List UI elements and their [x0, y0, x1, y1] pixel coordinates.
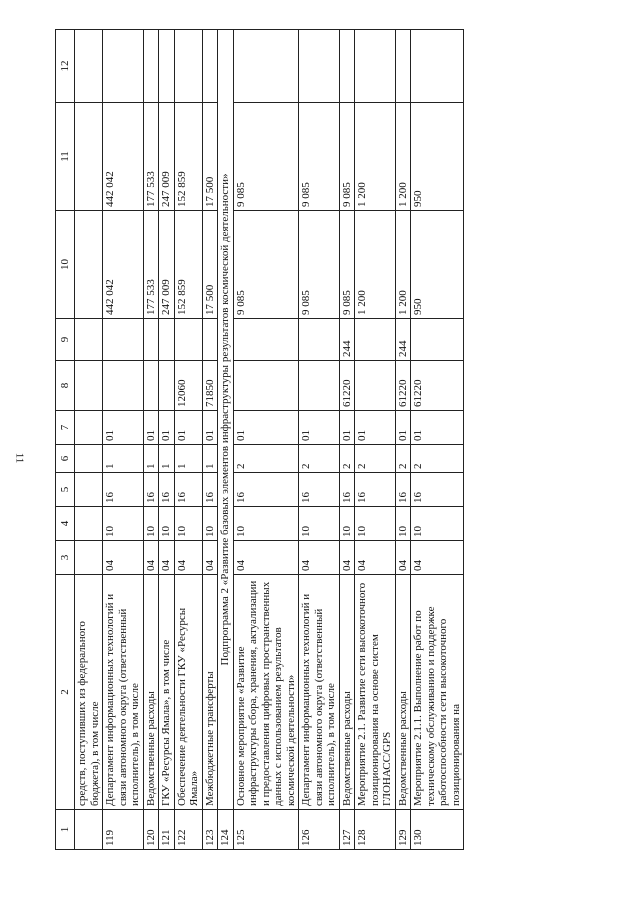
value-cell-col-5: 16: [299, 473, 340, 507]
value-cell-col-5: 16: [411, 473, 464, 507]
value-cell-col-10: 247 009: [159, 211, 175, 319]
value-cell-col-11: 17 500: [202, 103, 218, 211]
value-cell-col-8: 12060: [174, 361, 202, 411]
value-cell-col-12: [355, 30, 396, 103]
value-cell-col-8: [159, 361, 175, 411]
value-cell-col-11: 152 859: [174, 103, 202, 211]
value-cell-col-7: 01: [174, 411, 202, 445]
value-cell-col-11: 9 085: [299, 103, 340, 211]
value-cell-col-6: 1: [143, 445, 159, 473]
value-cell-col-3: 04: [299, 541, 340, 575]
column-header-8: 8: [56, 361, 75, 411]
value-cell-col-8: 61220: [411, 361, 464, 411]
column-header-1: 1: [56, 810, 75, 850]
value-cell-col-11: 177 533: [143, 103, 159, 211]
value-cell-col-8: [143, 361, 159, 411]
value-cell-col-6: [75, 445, 103, 473]
value-cell-col-4: [75, 507, 103, 541]
table-row: [218, 30, 234, 850]
value-cell-col-9: 244: [395, 319, 411, 361]
row-number-cell: 129: [395, 810, 411, 850]
value-cell-col-9: [233, 319, 299, 361]
column-header-3: 3: [56, 541, 75, 575]
value-cell-col-8: 61220: [395, 361, 411, 411]
value-cell-col-9: [202, 319, 218, 361]
value-cell-col-8: [233, 361, 299, 411]
value-cell-col-12: [202, 30, 218, 103]
value-cell-col-10: 1 200: [355, 211, 396, 319]
value-cell-col-9: [75, 319, 103, 361]
row-number-cell: 119: [103, 810, 144, 850]
value-cell-col-3: 04: [355, 541, 396, 575]
column-header-11: 11: [56, 103, 75, 211]
value-cell-col-3: [75, 541, 103, 575]
value-cell-col-10: 9 085: [339, 211, 355, 319]
row-number-cell: 130: [411, 810, 464, 850]
table-row: [143, 30, 159, 850]
value-cell-col-5: 16: [339, 473, 355, 507]
description-cell: Ведомственные расходы: [395, 575, 411, 810]
value-cell-col-3: 04: [143, 541, 159, 575]
description-cell: Обеспечение деятельности ГКУ «Ресурсы Ямала»: [174, 575, 202, 810]
value-cell-col-12: [159, 30, 175, 103]
column-header-12: 12: [56, 30, 75, 103]
table-row: [75, 30, 103, 850]
value-cell-col-9: [355, 319, 396, 361]
value-cell-col-7: [75, 411, 103, 445]
row-number-cell: 120: [143, 810, 159, 850]
value-cell-col-3: 04: [159, 541, 175, 575]
value-cell-col-6: 2: [395, 445, 411, 473]
value-cell-col-6: 2: [299, 445, 340, 473]
subprogram-title-cell: Подпрограмма 2 «Развитие базовых элементов инфраструктуры результатов космической деятельности»: [218, 30, 234, 810]
value-cell-col-5: 16: [355, 473, 396, 507]
table-row: [355, 30, 396, 850]
column-header-6: 6: [56, 445, 75, 473]
value-cell-col-9: [299, 319, 340, 361]
value-cell-col-4: 10: [299, 507, 340, 541]
value-cell-col-12: [103, 30, 144, 103]
value-cell-col-7: 01: [355, 411, 396, 445]
value-cell-col-12: [143, 30, 159, 103]
value-cell-col-8: 71850: [202, 361, 218, 411]
value-cell-col-10: 152 859: [174, 211, 202, 319]
value-cell-col-12: [233, 30, 299, 103]
column-header-9: 9: [56, 319, 75, 361]
value-cell-col-5: [75, 473, 103, 507]
description-cell: Мероприятие 2.1.1. Выполнение работ по техническому обслуживанию и поддержке работоспособности сети высокоточного позиционирования на: [411, 575, 464, 810]
value-cell-col-7: 01: [299, 411, 340, 445]
value-cell-col-11: 442 042: [103, 103, 144, 211]
table-row: [339, 30, 355, 850]
value-cell-col-6: 1: [174, 445, 202, 473]
value-cell-col-5: 16: [174, 473, 202, 507]
column-header-2: 2: [56, 575, 75, 810]
value-cell-col-9: 244: [339, 319, 355, 361]
value-cell-col-9: [411, 319, 464, 361]
table-row: [202, 30, 218, 850]
description-cell: Межбюджетные трансферты: [202, 575, 218, 810]
value-cell-col-4: 10: [355, 507, 396, 541]
value-cell-col-8: [299, 361, 340, 411]
value-cell-col-6: 2: [355, 445, 396, 473]
table-row: [159, 30, 175, 850]
column-header-10: 10: [56, 211, 75, 319]
value-cell-col-10: 9 085: [233, 211, 299, 319]
value-cell-col-10: 9 085: [299, 211, 340, 319]
value-cell-col-6: 1: [103, 445, 144, 473]
row-number-cell: [75, 810, 103, 850]
value-cell-col-3: 04: [395, 541, 411, 575]
value-cell-col-4: 10: [159, 507, 175, 541]
value-cell-col-3: 04: [233, 541, 299, 575]
value-cell-col-6: 2: [339, 445, 355, 473]
value-cell-col-12: [299, 30, 340, 103]
value-cell-col-5: 16: [143, 473, 159, 507]
description-cell: Департамент информационных технологий и связи автономного округа (ответственный исполнитель), в том числе: [103, 575, 144, 810]
value-cell-col-10: 442 042: [103, 211, 144, 319]
value-cell-col-3: 04: [202, 541, 218, 575]
value-cell-col-11: [75, 103, 103, 211]
row-number-cell: 126: [299, 810, 340, 850]
value-cell-col-3: 04: [339, 541, 355, 575]
value-cell-col-3: 04: [174, 541, 202, 575]
value-cell-col-4: 10: [202, 507, 218, 541]
rotated-page: [55, 30, 591, 850]
value-cell-col-9: [143, 319, 159, 361]
value-cell-col-8: 61220: [339, 361, 355, 411]
value-cell-col-12: [174, 30, 202, 103]
column-header-7: 7: [56, 411, 75, 445]
value-cell-col-5: 16: [233, 473, 299, 507]
value-cell-col-10: 950: [411, 211, 464, 319]
header-row: [56, 30, 75, 850]
row-number-cell: 124: [218, 810, 234, 850]
value-cell-col-3: 04: [103, 541, 144, 575]
value-cell-col-4: 10: [143, 507, 159, 541]
value-cell-col-11: 247 009: [159, 103, 175, 211]
value-cell-col-8: [75, 361, 103, 411]
description-cell: средств, поступивших из федерального бюджета), в том числе: [75, 575, 103, 810]
row-number-cell: 127: [339, 810, 355, 850]
value-cell-col-4: 10: [395, 507, 411, 541]
value-cell-col-7: 01: [143, 411, 159, 445]
value-cell-col-5: 16: [103, 473, 144, 507]
value-cell-col-6: 2: [233, 445, 299, 473]
value-cell-col-4: 10: [233, 507, 299, 541]
value-cell-col-11: 1 200: [355, 103, 396, 211]
row-number-cell: 121: [159, 810, 175, 850]
value-cell-col-8: [103, 361, 144, 411]
column-header-4: 4: [56, 507, 75, 541]
value-cell-col-7: 01: [202, 411, 218, 445]
value-cell-col-11: 9 085: [339, 103, 355, 211]
value-cell-col-12: [339, 30, 355, 103]
budget-table: [55, 29, 464, 850]
value-cell-col-4: 10: [174, 507, 202, 541]
row-number-cell: 128: [355, 810, 396, 850]
value-cell-col-7: 01: [339, 411, 355, 445]
value-cell-col-7: 01: [395, 411, 411, 445]
value-cell-col-8: [355, 361, 396, 411]
value-cell-col-9: [159, 319, 175, 361]
description-cell: Ведомственные расходы: [143, 575, 159, 810]
table-row: [174, 30, 202, 850]
value-cell-col-4: 10: [411, 507, 464, 541]
value-cell-col-9: [103, 319, 144, 361]
description-cell: Мероприятие 2.1. Развитие сети высокоточного позиционирования на основе систем ГЛОНАСС/GPS: [355, 575, 396, 810]
value-cell-col-12: [75, 30, 103, 103]
row-number-cell: 125: [233, 810, 299, 850]
table-row: [103, 30, 144, 850]
value-cell-col-4: 10: [339, 507, 355, 541]
value-cell-col-10: 1 200: [395, 211, 411, 319]
value-cell-col-6: 2: [411, 445, 464, 473]
description-cell: ГКУ «Ресурсы Ямала», в том числе: [159, 575, 175, 810]
row-number-cell: 123: [202, 810, 218, 850]
table-row: [395, 30, 411, 850]
value-cell-col-4: 10: [103, 507, 144, 541]
table-row: [233, 30, 299, 850]
value-cell-col-5: 16: [159, 473, 175, 507]
value-cell-col-7: 01: [159, 411, 175, 445]
value-cell-col-7: 01: [103, 411, 144, 445]
value-cell-col-7: 01: [411, 411, 464, 445]
table-row: [299, 30, 340, 850]
value-cell-col-10: 177 533: [143, 211, 159, 319]
table-row: [411, 30, 464, 850]
value-cell-col-10: 17 500: [202, 211, 218, 319]
value-cell-col-6: 1: [202, 445, 218, 473]
description-cell: Ведомственные расходы: [339, 575, 355, 810]
value-cell-col-11: 1 200: [395, 103, 411, 211]
value-cell-col-12: [411, 30, 464, 103]
description-cell: Основное мероприятие «Развитие инфраструктуры сбора, хранения, актуализации и предоставления цифровых пространственных данных с использованием результатов космической деятельности»: [233, 575, 299, 810]
description-cell: Департамент информационных технологий и связи автономного округа (ответственный исполнитель), в том числе: [299, 575, 340, 810]
value-cell-col-10: [75, 211, 103, 319]
value-cell-col-9: [174, 319, 202, 361]
value-cell-col-12: [395, 30, 411, 103]
value-cell-col-6: 1: [159, 445, 175, 473]
value-cell-col-7: 01: [233, 411, 299, 445]
value-cell-col-11: 950: [411, 103, 464, 211]
column-header-5: 5: [56, 473, 75, 507]
table-body: [75, 30, 464, 850]
value-cell-col-5: 16: [202, 473, 218, 507]
value-cell-col-11: 9 085: [233, 103, 299, 211]
value-cell-col-3: 04: [411, 541, 464, 575]
row-number-cell: 122: [174, 810, 202, 850]
value-cell-col-5: 16: [395, 473, 411, 507]
page-number: 11: [13, 452, 26, 464]
